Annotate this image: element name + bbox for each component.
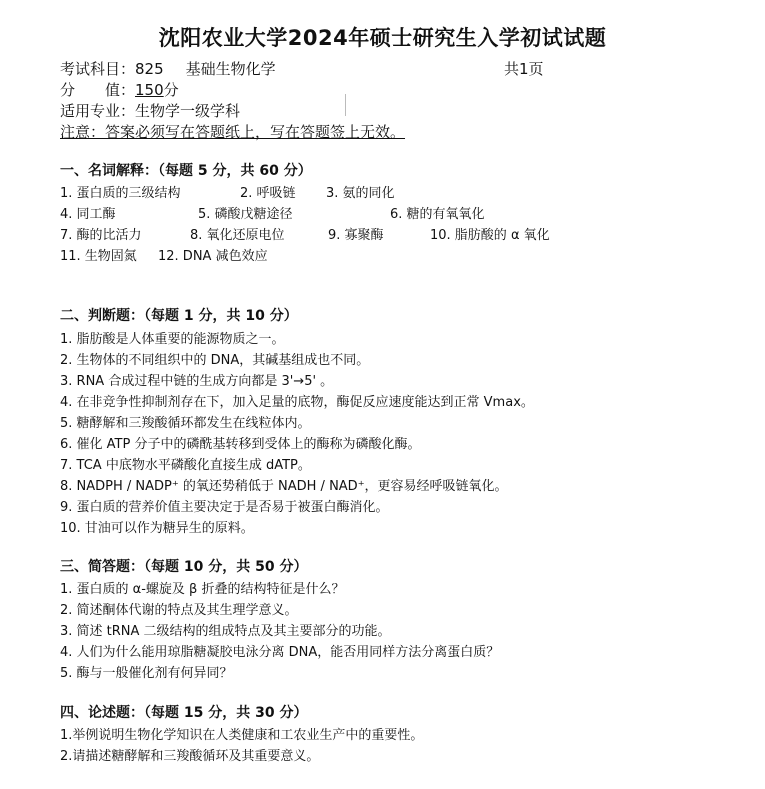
list-item: 6. 糖的有氧氧化: [390, 207, 485, 222]
section-title-terms: 一、名词解释：（每题 5 分，共 60 分）: [60, 163, 312, 179]
notice: 注意：答案必须写在答题纸上，写在答题签上无效。: [60, 123, 406, 141]
list-item: 1. 蛋白质的三级结构: [60, 186, 181, 201]
list-item: 4. 同工酶: [60, 207, 116, 222]
subject-label: 考试科目：: [60, 60, 136, 78]
subject-row: [60, 58, 276, 79]
list-item: 9. 寡聚酶: [328, 228, 384, 243]
list-item: 3. 简述 tRNA 二级结构的组成特点及其主要部分的功能。: [60, 624, 391, 639]
page-count: 共1页: [504, 60, 544, 78]
score-unit: 分: [163, 81, 179, 99]
section-title-judgment: 二、判断题：（每题 1 分，共 10 分）: [60, 308, 298, 324]
list-item: 4. 人们为什么能用琼脂糖凝胶电泳分离 DNA，能否用同样方法分离蛋白质？: [60, 645, 500, 660]
section-title-essay: 四、论述题：（每题 15 分，共 30 分）: [60, 705, 308, 721]
scan-mark: [345, 94, 346, 116]
list-item: 3. 氨的同化: [326, 186, 395, 201]
score-value: 150: [135, 81, 164, 99]
list-item: 1.举例说明生物化学知识在人类健康和工农业生产中的重要性。: [60, 728, 424, 743]
list-item: 2. 生物体的不同组织中的 DNA，其碱基组成也不同。: [60, 353, 370, 368]
exam-title: 沈阳农业大学2024年硕士研究生入学初试试题: [158, 26, 607, 50]
list-item: 1. 脂肪酸是人体重要的能源物质之一。: [60, 332, 285, 347]
list-item: 4. 在非竞争性抑制剂存在下，加入足量的底物，酶促反应速度能达到正常 Vmax。: [60, 395, 534, 410]
list-item: 7. 酶的比活力: [60, 228, 142, 243]
list-item: 5. 酶与一般催化剂有何异同？: [60, 666, 233, 681]
list-item: 9. 蛋白质的营养价值主要决定于是否易于被蛋白酶消化。: [60, 500, 389, 515]
list-item: 5. 磷酸戊糖途径: [198, 207, 293, 222]
list-item: 1. 蛋白质的 α-螺旋及 β 折叠的结构特征是什么？: [60, 582, 345, 597]
major-value: 生物学一级学科: [135, 102, 241, 120]
section-title-short-answer: 三、简答题：（每题 10 分，共 50 分）: [60, 559, 308, 575]
major-row: [60, 100, 240, 121]
major-label: 适用专业：: [60, 102, 136, 120]
list-item: 7. TCA 中底物水平磷酸化直接生成 dATP。: [60, 458, 311, 473]
list-item: 8. 氧化还原电位: [190, 228, 285, 243]
list-item: 12. DNA 减色效应: [158, 249, 268, 264]
list-item: 2. 简述酮体代谢的特点及其生理学意义。: [60, 603, 298, 618]
subject-name: 基础生物化学: [185, 60, 276, 78]
list-item: 2.请描述糖酵解和三羧酸循环及其重要意义。: [60, 749, 320, 764]
list-item: 10. 甘油可以作为糖异生的原料。: [60, 521, 254, 536]
list-item: 5. 糖酵解和三羧酸循环都发生在线粒体内。: [60, 416, 311, 431]
subject-code: 825: [135, 60, 164, 78]
list-item: 10. 脂肪酸的 α 氧化: [430, 228, 550, 243]
list-item: 8. NADPH / NADP⁺ 的氧还势稍低于 NADH / NAD⁺，更容易经呼吸链氧化。: [60, 479, 508, 494]
list-item: 2. 呼吸链: [240, 186, 296, 201]
list-item: 3. RNA 合成过程中链的生成方向都是 3'→5' 。: [60, 374, 334, 389]
score-label: 分 值：: [60, 81, 136, 99]
list-item: 6. 催化 ATP 分子中的磷酰基转移到受体上的酶称为磷酸化酶。: [60, 437, 421, 452]
list-item: 11. 生物固氮: [60, 249, 137, 264]
score-row: [60, 79, 179, 100]
